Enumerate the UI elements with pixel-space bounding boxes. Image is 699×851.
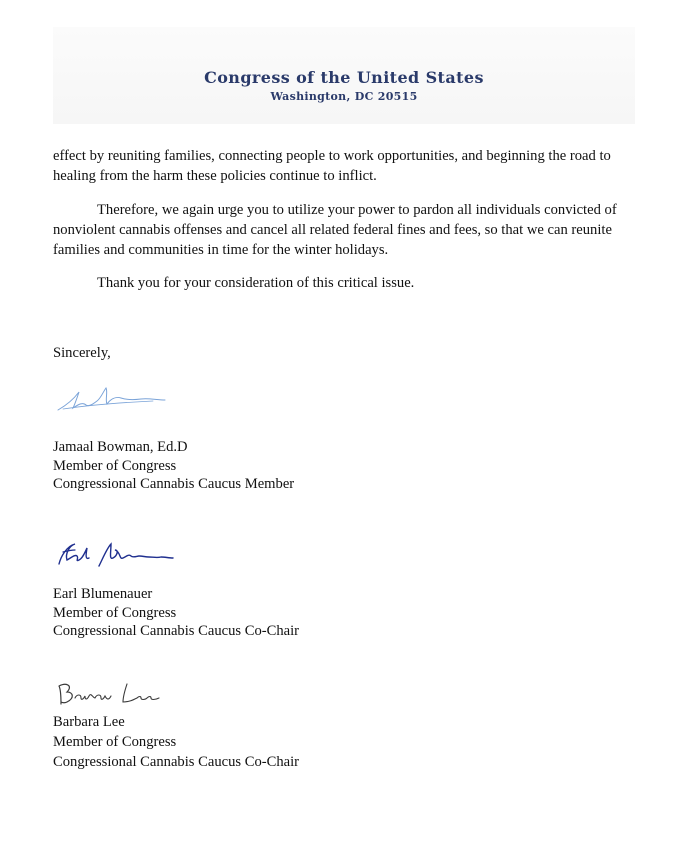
body-paragraph: Therefore, we again urge you to utilize your power to pardon all individuals convicted of nonviolent cannabis offenses and cancel all related federal fines and fees, so that we can reunite families and communities in time for the winter holidays.: [53, 202, 617, 258]
signer-name: Barbara Lee: [53, 714, 125, 730]
letterhead-subtitle: Washington, DC 20515: [270, 90, 418, 103]
signer-position: Congressional Cannabis Caucus Member: [53, 476, 295, 492]
signer-block-bowman: [53, 438, 294, 494]
signer-block-lee: [53, 712, 299, 772]
signer-name: Earl Blumenauer: [53, 586, 153, 602]
signature-bowman: [53, 378, 173, 418]
signer-position: Congressional Cannabis Caucus Co-Chair: [53, 623, 300, 639]
signer-name: Jamaal Bowman, Ed.D: [53, 439, 188, 455]
signature-blumenauer: [53, 538, 179, 572]
signer-position: Congressional Cannabis Caucus Co-Chair: [53, 754, 300, 770]
letterhead: [53, 27, 635, 124]
body-paragraph: effect by reuniting families, connecting people to work opportunities, and beginning the road to healing from the harm these policies continue to inflict.: [53, 148, 611, 184]
letterhead-title: Congress of the United States: [204, 68, 484, 87]
body-paragraph: Thank you for your consideration of this critical issue.: [97, 275, 415, 291]
signer-block-blumenauer: [53, 585, 299, 641]
signer-role: Member of Congress: [53, 604, 177, 621]
signer-role: Member of Congress: [53, 457, 177, 474]
signature-lee: [53, 676, 163, 710]
closing-salutation: Sincerely,: [53, 345, 111, 361]
signer-role: Member of Congress: [53, 734, 177, 750]
